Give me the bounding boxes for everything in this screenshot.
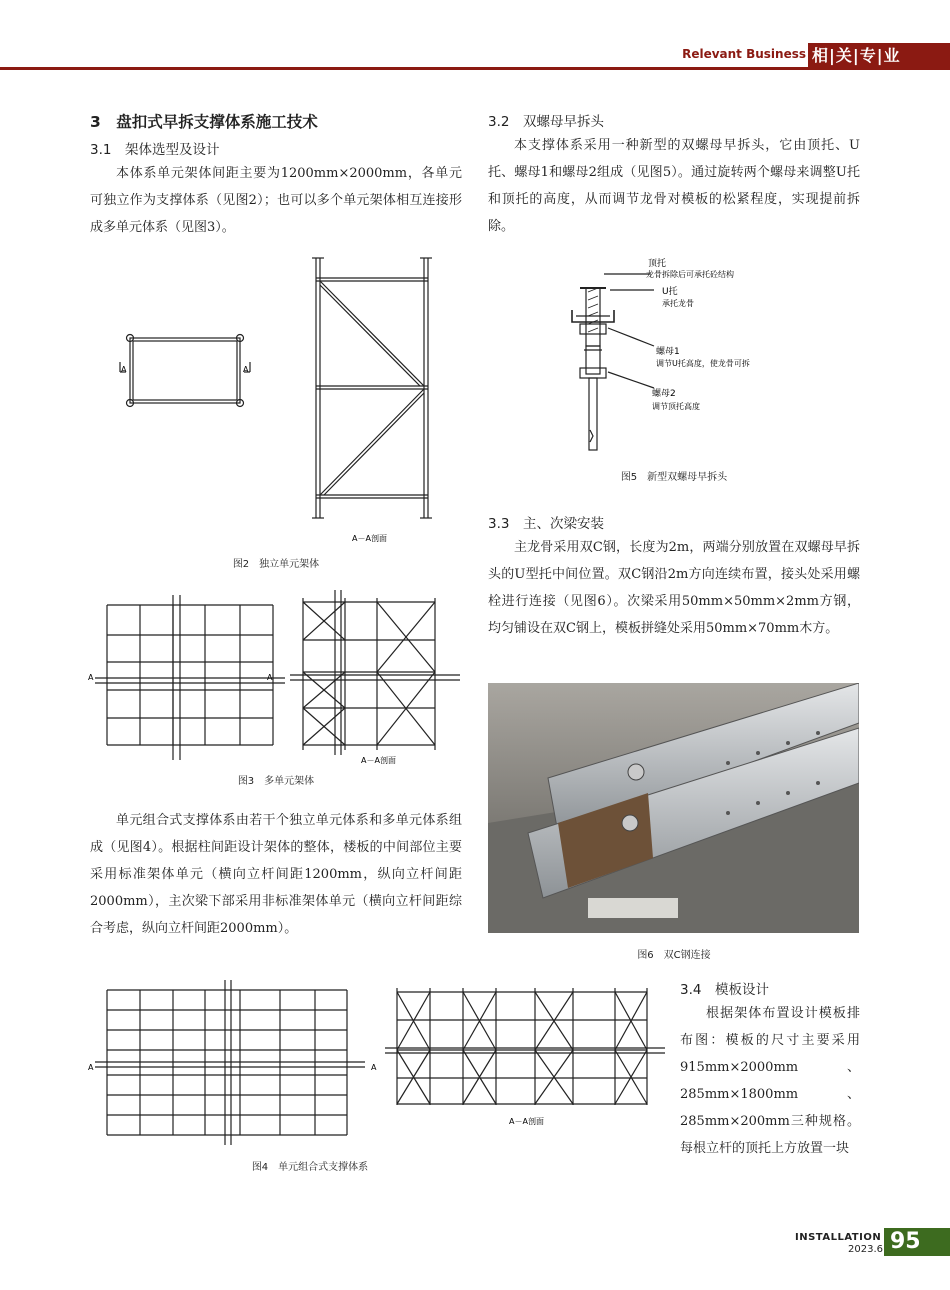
footer-date: 2023.6 (848, 1244, 883, 1255)
section-label-en: Relevant Business (682, 47, 806, 61)
fig5-label-n2: 螺母2 (652, 389, 676, 399)
figure-5 (560, 250, 800, 455)
fig5-desc-top: 龙骨拆除后可承托砼结构 (646, 270, 734, 279)
section-3-1-para-2: 单元组合式支撑体系由若干个独立单元体系和多单元体系组成（见图4）。根据柱间距设计架体的整体，楼板的中间部位主要采用标准架体单元（横向立杆间距1200mm，纵向立杆间距2000mm），主次梁下部采用非标准架体单元（横向立杆间距综合考虑，纵向立杆间距2000mm）。 (90, 813, 462, 936)
fig3-marker-left: A (88, 673, 94, 682)
fig5-desc-u: 承托龙骨 (662, 299, 694, 308)
figure-3 (85, 590, 465, 770)
figure-4 (85, 980, 675, 1145)
section-3-title: 3 盘扣式早拆支撑体系施工技术 (90, 113, 318, 131)
fig3-marker-right: A (267, 673, 273, 682)
section-label-cn: 相|关|专|业 (808, 43, 950, 68)
fig5-label-u: U托 (662, 287, 678, 297)
section-3-4-title: 3.4 模板设计 (680, 982, 769, 998)
figure-6-caption: 图6 双C钢连接 (637, 950, 711, 961)
figure-5-caption: 图5 新型双螺母早拆头 (620, 472, 728, 483)
section-3-3-para: 主龙骨采用双C钢，长度为2m，两端分别放置在双螺母早拆头的U型托中间位置。双C钢沿2m方向连续布置，接头处采用螺栓进行连接（见图6）。次梁采用50mm×50mm×2mm方钢，均匀铺设在双C钢上，模板拼缝处采用50mm×70mm木方。 (488, 540, 860, 636)
figure-2-caption: 图2 独立单元架体 (232, 559, 320, 570)
fig4-section-label: A－A剖面 (509, 1117, 544, 1126)
section-3-1-title: 3.1 架体选型及设计 (90, 142, 220, 158)
fig2-marker-right: A (243, 365, 249, 374)
fig3-section-label: A－A剖面 (361, 756, 396, 765)
section-3-4-para: 根据架体布置设计模板排布图：模板的尺寸主要采用915mm×2000mm、285mm×1800mm、285mm×200mm三种规格。每根立杆的顶托上方放置一块 (680, 1006, 860, 1156)
footer-brand: INSTALLATION (795, 1232, 882, 1243)
fig5-desc-n1: 调节U托高度，使龙骨可拆 (656, 359, 750, 368)
fig5-desc-n2: 调节顶托高度 (652, 402, 700, 411)
figure-4-caption: 图4 单元组合式支撑体系 (251, 1162, 369, 1173)
fig5-label-n1: 螺母1 (656, 347, 680, 357)
page-number: 95 (884, 1228, 950, 1256)
fig2-section-label: A－A剖面 (352, 534, 387, 543)
section-3-1-para-1: 本体系单元架体间距主要为1200mm×2000mm，各单元可独立作为支撑体系（见图2）；也可以多个单元架体相互连接形成多单元体系（见图3）。 (90, 166, 462, 235)
section-3-2-para: 本支撑体系采用一种新型的双螺母早拆头，它由顶托、U托、螺母1和螺母2组成（见图5）。通过旋转两个螺母来调整U托和顶托的高度，从而调节龙骨对模板的松紧程度，实现提前拆除。 (488, 138, 860, 234)
fig5-label-top: 顶托 (648, 259, 667, 269)
section-3-3-title: 3.3 主、次梁安装 (488, 516, 604, 532)
fig4-marker-right: A (371, 1063, 377, 1072)
section-3-2-title: 3.2 双螺母早拆头 (488, 114, 604, 130)
fig2-marker-left: A (121, 365, 127, 374)
figure-6-photo (488, 683, 859, 933)
figure-3-caption: 图3 多单元架体 (237, 776, 315, 787)
figure-2 (90, 250, 462, 550)
fig4-marker-left: A (88, 1063, 94, 1072)
